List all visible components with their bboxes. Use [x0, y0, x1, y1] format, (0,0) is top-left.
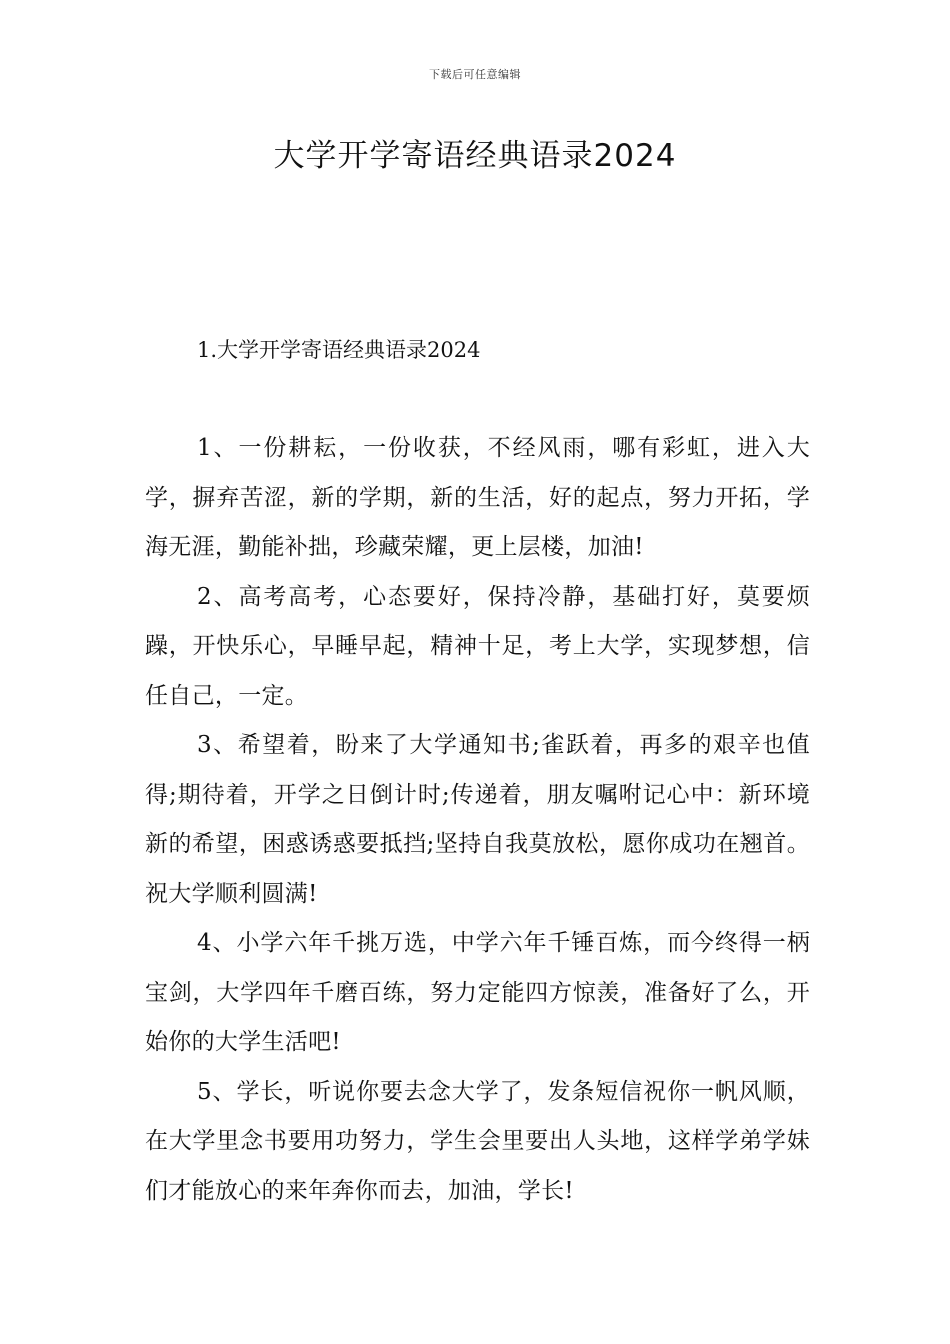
paragraph-4: 4、小学六年千挑万选，中学六年千锤百炼，而今终得一柄宝剑，大学四年千磨百练，努力定能四方惊羡，准备好了么，开始你的大学生活吧! — [145, 930, 810, 1055]
paragraph-5: 5、学长，听说你要去念大学了，发条短信祝你一帆风顺，在大学里念书要用功努力，学生会里要出人头地，这样学弟学妹们才能放心的来年奔你而去，加油，学长! — [145, 1078, 810, 1204]
section-heading: 1.大学开学寄语经典语录2024 — [197, 338, 481, 362]
document-body — [145, 424, 810, 1216]
paragraph-1: 1、一份耕耘，一份收获，不经风雨，哪有彩虹，进入大学，摒弃苦涩，新的学期，新的生活，好的起点，努力开拓，学海无涯，勤能补拙，珍藏荣耀，更上层楼，加油! — [145, 435, 810, 560]
document-title: 大学开学寄语经典语录2024 — [273, 138, 677, 174]
paragraph-2: 2、高考高考，心态要好，保持冷静，基础打好，莫要烦躁，开快乐心，早睡早起，精神十足，考上大学，实现梦想，信任自己，一定。 — [145, 583, 810, 709]
paragraph-3: 3、希望着，盼来了大学通知书;雀跃着，再多的艰辛也值得;期待着，开学之日倒计时;传递着，朋友嘱咐记心中：新环境新的希望，困惑诱惑要抵挡;坚持自我莫放松，愿你成功在翘首。祝大学顺利圆满! — [145, 732, 810, 907]
header-note: 下载后可任意编辑 — [429, 68, 521, 81]
